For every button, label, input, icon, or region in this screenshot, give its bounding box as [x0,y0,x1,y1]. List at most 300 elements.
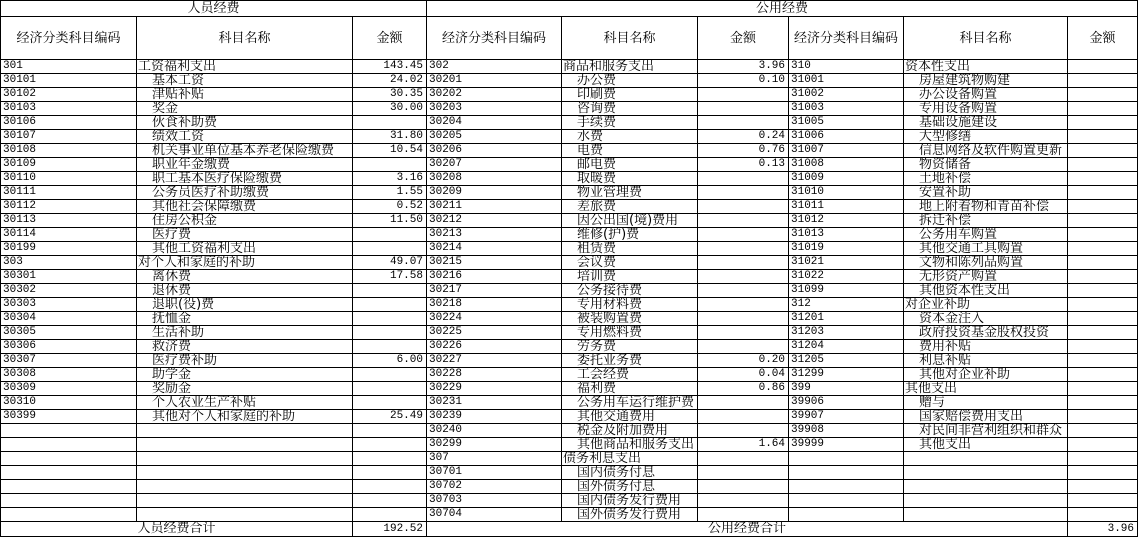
public-b-code-cell [789,466,904,480]
public-a-code-cell: 30703 [427,494,562,508]
personnel-name-cell [137,480,353,494]
public-b-code-cell: 31008 [789,158,904,172]
public-b-amount-cell [1068,102,1138,116]
public-b-name-cell: 公务用车购置 [904,228,1068,242]
public-a-amount-cell [698,228,789,242]
public-b-code-cell: 39906 [789,396,904,410]
personnel-code-cell: 30302 [1,284,137,298]
personnel-code-cell [1,452,137,466]
public-b-code-cell: 312 [789,298,904,312]
public-a-code-cell: 30216 [427,270,562,284]
public-a-amount-cell [698,242,789,256]
public-a-code-cell: 30231 [427,396,562,410]
public-b-code-cell: 31204 [789,340,904,354]
personnel-total-label: 人员经费合计 [1,522,353,537]
public-b-amount-cell [1068,354,1138,368]
public-a-code-cell: 30215 [427,256,562,270]
public-b-code-cell: 31011 [789,200,904,214]
public-a-amount-cell [698,396,789,410]
public-b-amount-cell [1068,172,1138,186]
public-a-code-cell: 30211 [427,200,562,214]
public-b-amount-cell [1068,158,1138,172]
public-b-name-cell: 办公设备购置 [904,88,1068,102]
personnel-code-cell: 30199 [1,242,137,256]
public-a-amount-cell: 0.04 [698,368,789,382]
personnel-expense-group-header: 人员经费 [1,1,427,17]
public-a-code-cell: 30213 [427,228,562,242]
code-column-header: 经济分类科目编码 [427,17,562,60]
personnel-code-cell [1,508,137,522]
public-a-code-cell: 30203 [427,102,562,116]
personnel-code-cell: 30102 [1,88,137,102]
public-a-amount-cell: 0.10 [698,74,789,88]
public-a-amount-cell: 3.96 [698,60,789,74]
public-b-amount-cell [1068,242,1138,256]
public-b-code-cell: 31009 [789,172,904,186]
public-a-code-cell: 30239 [427,410,562,424]
personnel-name-cell: 其他对个人和家庭的补助 [137,410,353,424]
personnel-code-cell: 301 [1,60,137,74]
public-a-amount-cell [698,102,789,116]
personnel-amount-cell [353,158,427,172]
public-a-code-cell: 30224 [427,312,562,326]
public-a-name-cell: 债务利息支出 [562,452,698,466]
public-b-name-cell [904,480,1068,494]
public-total-amount: 3.96 [1068,522,1138,537]
public-a-name-cell: 电费 [562,144,698,158]
public-b-name-cell [904,494,1068,508]
public-b-name-cell [904,452,1068,466]
public-a-name-cell: 税金及附加费用 [562,424,698,438]
public-b-code-cell: 31012 [789,214,904,228]
personnel-code-cell: 30305 [1,326,137,340]
public-b-code-cell: 31019 [789,242,904,256]
personnel-name-cell: 医疗费 [137,228,353,242]
personnel-code-cell: 30101 [1,74,137,88]
public-a-name-cell: 专用材料费 [562,298,698,312]
personnel-code-cell [1,466,137,480]
public-a-name-cell: 租赁费 [562,242,698,256]
public-b-amount-cell [1068,116,1138,130]
personnel-name-cell: 公务员医疗补助缴费 [137,186,353,200]
public-b-name-cell: 安置补助 [904,186,1068,200]
public-a-code-cell: 30214 [427,242,562,256]
public-a-code-cell: 30240 [427,424,562,438]
personnel-amount-cell [353,508,427,522]
public-a-amount-cell [698,410,789,424]
personnel-amount-cell [353,312,427,326]
personnel-code-cell: 303 [1,256,137,270]
personnel-code-cell: 30113 [1,214,137,228]
personnel-code-cell: 30114 [1,228,137,242]
public-b-amount-cell [1068,466,1138,480]
personnel-amount-cell: 10.54 [353,144,427,158]
public-a-name-cell: 专用燃料费 [562,326,698,340]
personnel-name-cell: 绩效工资 [137,130,353,144]
public-b-amount-cell [1068,186,1138,200]
public-b-code-cell: 31021 [789,256,904,270]
public-a-amount-cell [698,200,789,214]
public-b-code-cell: 31010 [789,186,904,200]
public-a-name-cell: 差旅费 [562,200,698,214]
public-b-name-cell: 专用设备购置 [904,102,1068,116]
public-b-name-cell [904,508,1068,522]
personnel-name-cell [137,452,353,466]
public-b-name-cell: 其他支出 [904,382,1068,396]
public-a-name-cell: 物业管理费 [562,186,698,200]
personnel-code-cell [1,438,137,452]
public-total-label: 公用经费合计 [427,522,1068,537]
public-b-amount-cell [1068,60,1138,74]
public-a-name-cell: 维修(护)费 [562,228,698,242]
public-a-amount-cell [698,88,789,102]
personnel-name-cell: 奖励金 [137,382,353,396]
public-b-code-cell: 31005 [789,116,904,130]
personnel-code-cell: 30307 [1,354,137,368]
public-b-name-cell: 费用补贴 [904,340,1068,354]
personnel-code-cell: 30112 [1,200,137,214]
personnel-amount-cell [353,242,427,256]
public-b-code-cell: 31022 [789,270,904,284]
public-b-amount-cell [1068,256,1138,270]
personnel-name-cell [137,494,353,508]
public-b-name-cell: 政府投资基金股权投资 [904,326,1068,340]
public-a-name-cell: 国外债务发行费用 [562,508,698,522]
personnel-amount-cell [353,116,427,130]
personnel-name-cell: 职业年金缴费 [137,158,353,172]
personnel-code-cell: 30109 [1,158,137,172]
public-a-name-cell: 劳务费 [562,340,698,354]
personnel-amount-cell [353,382,427,396]
public-b-name-cell: 房屋建筑物购建 [904,74,1068,88]
public-b-name-cell: 地上附着物和青苗补偿 [904,200,1068,214]
public-b-amount-cell [1068,270,1138,284]
public-a-amount-cell: 0.13 [698,158,789,172]
public-a-name-cell: 印刷费 [562,88,698,102]
personnel-amount-cell [353,424,427,438]
public-a-amount-cell [698,284,789,298]
public-b-code-cell: 31203 [789,326,904,340]
personnel-amount-cell [353,340,427,354]
public-a-code-cell: 307 [427,452,562,466]
public-a-amount-cell [698,466,789,480]
public-a-name-cell: 国外债务付息 [562,480,698,494]
public-b-amount-cell [1068,74,1138,88]
public-b-name-cell: 其他支出 [904,438,1068,452]
personnel-amount-cell: 3.16 [353,172,427,186]
public-b-code-cell: 310 [789,60,904,74]
personnel-code-cell: 30303 [1,298,137,312]
public-expense-group-header: 公用经费 [427,1,1138,17]
personnel-code-cell: 30310 [1,396,137,410]
name-column-header: 科目名称 [562,17,698,60]
personnel-code-cell: 30111 [1,186,137,200]
public-a-code-cell: 30701 [427,466,562,480]
public-b-amount-cell [1068,284,1138,298]
public-b-code-cell [789,508,904,522]
public-a-name-cell: 公务接待费 [562,284,698,298]
public-b-amount-cell [1068,312,1138,326]
public-a-code-cell: 30201 [427,74,562,88]
personnel-amount-cell: 49.07 [353,256,427,270]
personnel-total-amount: 192.52 [353,522,427,537]
personnel-name-cell: 机关事业单位基本养老保险缴费 [137,144,353,158]
public-a-code-cell: 30702 [427,480,562,494]
personnel-amount-cell [353,284,427,298]
personnel-name-cell: 其他社会保障缴费 [137,200,353,214]
personnel-amount-cell [353,326,427,340]
public-a-name-cell: 福利费 [562,382,698,396]
public-b-name-cell: 信息网络及软件购置更新 [904,144,1068,158]
personnel-name-cell: 住房公积金 [137,214,353,228]
personnel-name-cell: 助学金 [137,368,353,382]
public-b-code-cell: 31007 [789,144,904,158]
public-a-code-cell: 30229 [427,382,562,396]
public-a-amount-cell: 0.86 [698,382,789,396]
public-b-name-cell: 文物和陈列品购置 [904,256,1068,270]
personnel-amount-cell [353,298,427,312]
personnel-code-cell [1,424,137,438]
public-b-code-cell [789,452,904,466]
personnel-code-cell: 30306 [1,340,137,354]
public-b-amount-cell [1068,452,1138,466]
personnel-amount-cell [353,228,427,242]
public-b-code-cell: 39908 [789,424,904,438]
code-column-header: 经济分类科目编码 [789,17,904,60]
personnel-name-cell [137,466,353,480]
public-b-amount-cell [1068,368,1138,382]
name-column-header: 科目名称 [904,17,1068,60]
public-b-code-cell [789,480,904,494]
personnel-code-cell: 30108 [1,144,137,158]
public-b-name-cell: 对民间非营利组织和群众 [904,424,1068,438]
public-a-code-cell: 30704 [427,508,562,522]
public-b-amount-cell [1068,396,1138,410]
personnel-name-cell [137,508,353,522]
personnel-code-cell: 30301 [1,270,137,284]
public-a-name-cell: 其他商品和服务支出 [562,438,698,452]
public-a-name-cell: 其他交通费用 [562,410,698,424]
public-b-amount-cell [1068,438,1138,452]
public-b-amount-cell [1068,424,1138,438]
public-b-code-cell: 31006 [789,130,904,144]
public-b-name-cell: 其他对企业补助 [904,368,1068,382]
public-a-code-cell: 30227 [427,354,562,368]
public-a-code-cell: 30205 [427,130,562,144]
public-b-code-cell: 31099 [789,284,904,298]
personnel-name-cell: 伙食补助费 [137,116,353,130]
public-a-code-cell: 30226 [427,340,562,354]
public-a-code-cell: 30217 [427,284,562,298]
public-b-code-cell: 31013 [789,228,904,242]
personnel-amount-cell [353,438,427,452]
public-a-amount-cell [698,270,789,284]
name-column-header: 科目名称 [137,17,353,60]
personnel-amount-cell: 25.49 [353,410,427,424]
public-a-code-cell: 30209 [427,186,562,200]
public-a-name-cell: 国内债务发行费用 [562,494,698,508]
public-b-name-cell: 大型修缮 [904,130,1068,144]
personnel-amount-cell [353,480,427,494]
public-a-code-cell: 30218 [427,298,562,312]
personnel-amount-cell [353,452,427,466]
public-b-code-cell [789,494,904,508]
personnel-name-cell: 抚恤金 [137,312,353,326]
public-a-name-cell: 委托业务费 [562,354,698,368]
personnel-amount-cell: 24.02 [353,74,427,88]
public-a-amount-cell [698,298,789,312]
personnel-name-cell: 医疗费补助 [137,354,353,368]
public-a-amount-cell [698,116,789,130]
personnel-code-cell: 30103 [1,102,137,116]
public-b-code-cell: 31003 [789,102,904,116]
personnel-amount-cell [353,396,427,410]
public-b-amount-cell [1068,326,1138,340]
public-b-name-cell: 物资储备 [904,158,1068,172]
personnel-name-cell: 退休费 [137,284,353,298]
public-b-amount-cell [1068,88,1138,102]
public-a-amount-cell [698,214,789,228]
public-a-name-cell: 商品和服务支出 [562,60,698,74]
public-a-name-cell: 手续费 [562,116,698,130]
public-a-name-cell: 咨询费 [562,102,698,116]
personnel-name-cell: 对个人和家庭的补助 [137,256,353,270]
personnel-amount-cell [353,494,427,508]
amount-column-header: 金额 [353,17,427,60]
public-b-amount-cell [1068,480,1138,494]
public-a-name-cell: 取暖费 [562,172,698,186]
personnel-name-cell: 职工基本医疗保险缴费 [137,172,353,186]
public-a-name-cell: 培训费 [562,270,698,284]
amount-column-header: 金额 [1068,17,1138,60]
personnel-amount-cell: 30.35 [353,88,427,102]
public-b-code-cell: 39999 [789,438,904,452]
public-b-code-cell: 31002 [789,88,904,102]
personnel-amount-cell: 143.45 [353,60,427,74]
public-b-name-cell [904,466,1068,480]
personnel-code-cell: 30107 [1,130,137,144]
personnel-amount-cell: 0.52 [353,200,427,214]
personnel-name-cell: 生活补助 [137,326,353,340]
public-a-amount-cell [698,480,789,494]
personnel-code-cell: 30308 [1,368,137,382]
public-b-code-cell: 31001 [789,74,904,88]
public-a-amount-cell: 0.24 [698,130,789,144]
personnel-name-cell: 奖金 [137,102,353,116]
personnel-code-cell [1,494,137,508]
public-b-amount-cell [1068,340,1138,354]
public-a-amount-cell [698,326,789,340]
public-a-code-cell: 30207 [427,158,562,172]
personnel-amount-cell: 6.00 [353,354,427,368]
public-b-amount-cell [1068,508,1138,522]
public-b-amount-cell [1068,298,1138,312]
public-a-amount-cell [698,508,789,522]
personnel-code-cell [1,480,137,494]
public-b-name-cell: 国家赔偿费用支出 [904,410,1068,424]
public-b-code-cell: 399 [789,382,904,396]
personnel-code-cell: 30399 [1,410,137,424]
public-b-amount-cell [1068,144,1138,158]
personnel-code-cell: 30304 [1,312,137,326]
public-a-name-cell: 因公出国(境)费用 [562,214,698,228]
personnel-amount-cell: 1.55 [353,186,427,200]
public-b-amount-cell [1068,214,1138,228]
public-a-code-cell: 30212 [427,214,562,228]
public-a-code-cell: 30299 [427,438,562,452]
public-a-code-cell: 30208 [427,172,562,186]
public-b-name-cell: 利息补贴 [904,354,1068,368]
public-a-name-cell: 办公费 [562,74,698,88]
public-a-code-cell: 30204 [427,116,562,130]
public-a-code-cell: 30225 [427,326,562,340]
public-a-amount-cell [698,424,789,438]
personnel-amount-cell: 31.80 [353,130,427,144]
personnel-code-cell: 30309 [1,382,137,396]
public-a-name-cell: 邮电费 [562,158,698,172]
code-column-header: 经济分类科目编码 [1,17,137,60]
public-b-amount-cell [1068,200,1138,214]
personnel-name-cell: 救济费 [137,340,353,354]
public-b-name-cell: 土地补偿 [904,172,1068,186]
personnel-name-cell [137,424,353,438]
public-a-amount-cell: 0.20 [698,354,789,368]
amount-column-header: 金额 [698,17,789,60]
personnel-name-cell: 个人农业生产补贴 [137,396,353,410]
public-a-amount-cell: 1.64 [698,438,789,452]
personnel-amount-cell: 30.00 [353,102,427,116]
public-b-code-cell: 39907 [789,410,904,424]
public-a-amount-cell [698,312,789,326]
public-b-name-cell: 其他资本性支出 [904,284,1068,298]
personnel-name-cell: 离休费 [137,270,353,284]
public-b-amount-cell [1068,228,1138,242]
public-a-amount-cell [698,186,789,200]
public-a-name-cell: 水费 [562,130,698,144]
personnel-amount-cell [353,368,427,382]
public-b-amount-cell [1068,382,1138,396]
personnel-code-cell: 30110 [1,172,137,186]
public-a-name-cell: 被装购置费 [562,312,698,326]
personnel-amount-cell [353,466,427,480]
public-b-amount-cell [1068,494,1138,508]
public-a-name-cell: 国内债务付息 [562,466,698,480]
public-b-name-cell: 对企业补助 [904,298,1068,312]
public-a-code-cell: 30202 [427,88,562,102]
public-b-name-cell: 无形资产购置 [904,270,1068,284]
personnel-code-cell: 30106 [1,116,137,130]
personnel-amount-cell: 11.50 [353,214,427,228]
public-b-name-cell: 基础设施建设 [904,116,1068,130]
public-a-code-cell: 30228 [427,368,562,382]
public-b-name-cell: 赠与 [904,396,1068,410]
public-b-code-cell: 31299 [789,368,904,382]
public-a-code-cell: 302 [427,60,562,74]
public-b-name-cell: 资本金注入 [904,312,1068,326]
public-b-amount-cell [1068,410,1138,424]
public-a-amount-cell [698,256,789,270]
public-a-amount-cell [698,452,789,466]
public-a-name-cell: 会议费 [562,256,698,270]
personnel-name-cell: 基本工资 [137,74,353,88]
public-a-code-cell: 30206 [427,144,562,158]
public-b-code-cell: 31201 [789,312,904,326]
personnel-name-cell: 退职(役)费 [137,298,353,312]
public-a-amount-cell [698,172,789,186]
personnel-name-cell: 工资福利支出 [137,60,353,74]
public-b-code-cell: 31205 [789,354,904,368]
public-a-name-cell: 工会经费 [562,368,698,382]
